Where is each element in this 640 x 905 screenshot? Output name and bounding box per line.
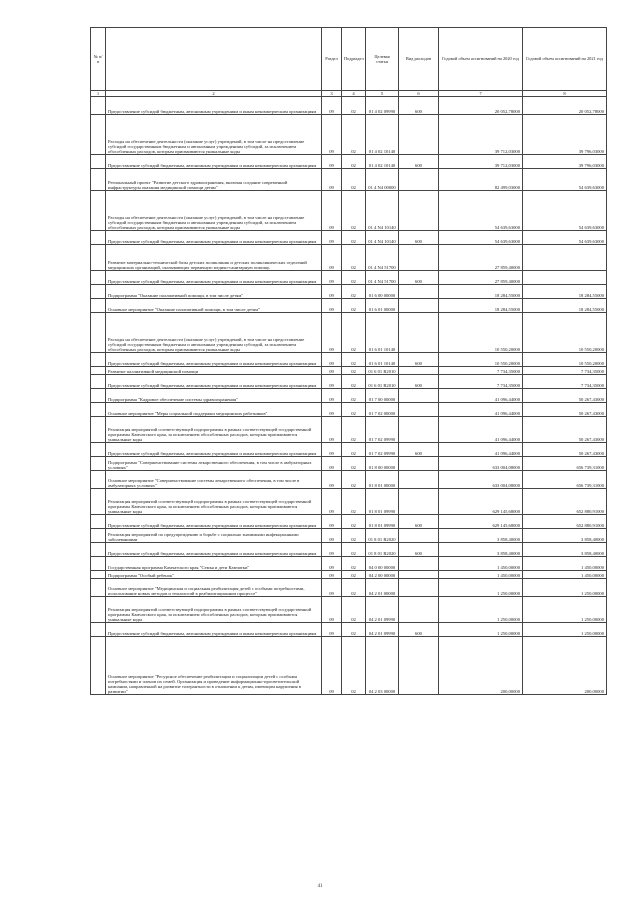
amount-2021-cell: 3 858,40000 xyxy=(523,529,607,543)
amount-2020-cell: 10 550,20000 xyxy=(439,353,523,367)
amount-2020-cell: 1 250,00000 xyxy=(439,597,523,623)
expense-name-cell: Предоставление субсидий бюджетным, автономным учреждениям и иным некоммерческим организациям xyxy=(106,375,322,389)
target-article-cell: 01 4 02 10140 xyxy=(366,155,399,169)
amount-2021-cell: 652 880,91000 xyxy=(523,515,607,529)
row-number-cell xyxy=(91,543,106,557)
table-row xyxy=(91,443,607,457)
razdel-cell: 09 xyxy=(322,375,342,389)
table-row xyxy=(91,313,607,353)
expense-type-cell xyxy=(399,169,439,191)
column-number: 6 xyxy=(399,91,439,97)
expense-name-cell: Предоставление субсидий бюджетным, автономным учреждениям и иным некоммерческим организациям xyxy=(106,353,322,367)
target-article-cell: 01 4 N4 00000 xyxy=(366,169,399,191)
razdel-cell: 09 xyxy=(322,579,342,597)
header-amount-2021: Годовой объем ассигнований на 2021 год xyxy=(523,28,607,91)
target-article-cell: 01 6 00 00000 xyxy=(366,285,399,299)
amount-2020-cell: 82 499,03000 xyxy=(439,169,523,191)
expense-type-cell xyxy=(399,245,439,271)
expense-type-cell xyxy=(399,489,439,515)
row-number-cell xyxy=(91,457,106,471)
expense-name-cell: Предоставление субсидий бюджетным, автономным учреждениям и иным некоммерческим организациям xyxy=(106,231,322,245)
table-row xyxy=(91,471,607,489)
table-row xyxy=(91,353,607,367)
podrazdel-cell: 02 xyxy=(342,457,366,471)
podrazdel-cell: 02 xyxy=(342,417,366,443)
expense-name-cell: Основное мероприятие "Оказание паллиативной помощи, в том числе детям" xyxy=(106,299,322,313)
expense-type-cell xyxy=(399,529,439,543)
row-number-cell xyxy=(91,245,106,271)
podrazdel-cell: 02 xyxy=(342,231,366,245)
amount-2021-cell: 3 858,40000 xyxy=(523,543,607,557)
amount-2020-cell: 3 858,40000 xyxy=(439,543,523,557)
column-number: 7 xyxy=(439,91,523,97)
expense-type-cell xyxy=(399,313,439,353)
budget-table-sheet xyxy=(90,27,606,695)
amount-2021-cell: 54 639,63000 xyxy=(523,169,607,191)
amount-2021-cell: 656 739,31000 xyxy=(523,471,607,489)
expense-name-cell: Основное мероприятие "Меры социальной поддержки медицинских работников" xyxy=(106,403,322,417)
amount-2020-cell: 633 004,08000 xyxy=(439,457,523,471)
amount-2021-cell xyxy=(523,245,607,271)
podrazdel-cell: 02 xyxy=(342,271,366,285)
razdel-cell: 09 xyxy=(322,313,342,353)
row-number-cell xyxy=(91,597,106,623)
amount-2021-cell: 50 267,43000 xyxy=(523,417,607,443)
podrazdel-cell: 02 xyxy=(342,285,366,299)
expense-name-cell: Региональный проект "Развитие детского здравоохранения, включая создание современной инфраструктуры оказания медицинской помощи детям" xyxy=(106,169,322,191)
amount-2020-cell: 27 859,40000 xyxy=(439,271,523,285)
target-article-cell: 01 8 01 09990 xyxy=(366,515,399,529)
table-row xyxy=(91,191,607,231)
row-number-cell xyxy=(91,489,106,515)
amount-2021-cell: 1 250,00000 xyxy=(523,579,607,597)
podrazdel-cell: 02 xyxy=(342,97,366,115)
table-row xyxy=(91,271,607,285)
table-row xyxy=(91,571,607,579)
amount-2021-cell: 652 880,91000 xyxy=(523,489,607,515)
amount-2020-cell: 629 145,68000 xyxy=(439,515,523,529)
expense-name-cell: Развитие материально-технической базы детских поликлиник и детских поликлинических отделений медицинских организаций, оказывающих первичную медико-санитарную помощь xyxy=(106,245,322,271)
row-number-cell xyxy=(91,637,106,695)
amount-2021-cell: 50 267,43000 xyxy=(523,389,607,403)
expense-name-cell: Реализация мероприятий по предупреждению и борьбе с социально значимыми инфекционными заболеваниями xyxy=(106,529,322,543)
expense-type-cell xyxy=(399,571,439,579)
expense-type-cell: 600 xyxy=(399,97,439,115)
expense-name-cell: Основное мероприятие "Ресурсное обеспечение реабилитации и социализации детей с особыми потребностями и членов их семей. Организация и проведение информационно-просветительской кампании, направленной на развитие толерантности в отношении к детям, имеющим нарушения в развитии" xyxy=(106,637,322,695)
expense-type-cell: 600 xyxy=(399,231,439,245)
podrazdel-cell: 02 xyxy=(342,389,366,403)
row-number-cell xyxy=(91,285,106,299)
expense-name-cell: Расходы на обеспечение деятельности (оказание услуг) учреждений, в том числе на предоставление субсидий государственным бюджетным и автономным учреждениям субсидий, за исключением обособленных расходов, которым присваиваются уникальные коды xyxy=(106,191,322,231)
target-article-cell: 01 8 00 00000 xyxy=(366,457,399,471)
amount-2021-cell: 20 052,78000 xyxy=(523,97,607,115)
razdel-cell: 09 xyxy=(322,543,342,557)
table-row xyxy=(91,155,607,169)
expense-type-cell xyxy=(399,597,439,623)
table-row xyxy=(91,597,607,623)
header-podrazdel: Подраздел xyxy=(342,28,366,91)
page-number: 41 xyxy=(317,884,323,889)
amount-2020-cell: 1 250,00000 xyxy=(439,623,523,637)
target-article-cell: 01 4 02 10140 xyxy=(366,115,399,155)
razdel-cell: 09 xyxy=(322,557,342,571)
podrazdel-cell: 02 xyxy=(342,471,366,489)
table-row xyxy=(91,97,607,115)
amount-2020-cell: 629 145,68000 xyxy=(439,489,523,515)
amount-2021-cell: 18 284,55000 xyxy=(523,285,607,299)
amount-2020-cell: 41 096,44000 xyxy=(439,389,523,403)
table-body xyxy=(91,97,607,695)
target-article-cell: 01 7 02 09990 xyxy=(366,417,399,443)
podrazdel-cell: 02 xyxy=(342,191,366,231)
razdel-cell: 09 xyxy=(322,489,342,515)
razdel-cell: 09 xyxy=(322,637,342,695)
target-article-cell: 01 6 01 R2010 xyxy=(366,367,399,375)
razdel-cell: 09 xyxy=(322,245,342,271)
amount-2020-cell: 3 858,40000 xyxy=(439,529,523,543)
razdel-cell: 09 xyxy=(322,231,342,245)
target-article-cell: 01 7 00 00000 xyxy=(366,389,399,403)
expense-name-cell: Государственная программа Камчатского края "Семья и дети Камчатки" xyxy=(106,557,322,571)
amount-2020-cell: 1 250,00000 xyxy=(439,579,523,597)
expense-type-cell: 600 xyxy=(399,155,439,169)
target-article-cell: 01 8 01 R2020 xyxy=(366,543,399,557)
expense-name-cell: Предоставление субсидий бюджетным, автономным учреждениям и иным некоммерческим организациям xyxy=(106,271,322,285)
expense-type-cell xyxy=(399,417,439,443)
target-article-cell: 01 6 01 10140 xyxy=(366,353,399,367)
podrazdel-cell: 02 xyxy=(342,155,366,169)
table-row xyxy=(91,367,607,375)
amount-2021-cell: 39 796,03000 xyxy=(523,115,607,155)
table-header-row xyxy=(91,28,607,91)
amount-2020-cell: 41 096,44000 xyxy=(439,417,523,443)
amount-2021-cell: 656 739,31000 xyxy=(523,457,607,471)
header-razdel: Раздел xyxy=(322,28,342,91)
row-number-cell xyxy=(91,375,106,389)
amount-2020-cell: 7 734,35000 xyxy=(439,367,523,375)
podrazdel-cell: 02 xyxy=(342,245,366,271)
row-number-cell xyxy=(91,389,106,403)
row-number-cell xyxy=(91,623,106,637)
table-row xyxy=(91,115,607,155)
expense-name-cell: Предоставление субсидий бюджетным, автономным учреждениям и иным некоммерческим организациям xyxy=(106,543,322,557)
expense-type-cell xyxy=(399,557,439,571)
podrazdel-cell: 02 xyxy=(342,375,366,389)
podrazdel-cell: 02 xyxy=(342,489,366,515)
expense-name-cell: Расходы на обеспечение деятельности (оказание услуг) учреждений, в том числе на предоставление субсидий государственным бюджетным и автономным учреждениям субсидий, за исключением обособленных расходов, которым присваиваются уникальные коды xyxy=(106,313,322,353)
target-article-cell: 01 7 02 09990 xyxy=(366,443,399,457)
amount-2020-cell: 18 284,55000 xyxy=(439,285,523,299)
amount-2021-cell: 1 450,00000 xyxy=(523,557,607,571)
podrazdel-cell: 02 xyxy=(342,367,366,375)
column-number: 1 xyxy=(91,91,106,97)
amount-2020-cell: 1 450,00000 xyxy=(439,571,523,579)
podrazdel-cell: 02 xyxy=(342,543,366,557)
podrazdel-cell: 02 xyxy=(342,623,366,637)
header-num: № п/п xyxy=(91,28,106,91)
podrazdel-cell: 02 xyxy=(342,313,366,353)
amount-2021-cell: 10 550,20000 xyxy=(523,353,607,367)
expense-type-cell: 600 xyxy=(399,375,439,389)
amount-2020-cell: 18 284,55000 xyxy=(439,299,523,313)
table-row xyxy=(91,623,607,637)
podrazdel-cell: 02 xyxy=(342,529,366,543)
podrazdel-cell: 02 xyxy=(342,515,366,529)
header-name xyxy=(106,28,322,91)
target-article-cell: 04 2 01 09990 xyxy=(366,597,399,623)
expense-name-cell: Предоставление субсидий бюджетным, автономным учреждениям и иным некоммерческим организациям xyxy=(106,97,322,115)
amount-2020-cell: 39 712,03000 xyxy=(439,155,523,169)
table-row xyxy=(91,543,607,557)
podrazdel-cell: 02 xyxy=(342,353,366,367)
row-number-cell xyxy=(91,271,106,285)
expense-type-cell xyxy=(399,403,439,417)
header-target-article: Целевая статья xyxy=(366,28,399,91)
expense-name-cell: Основное мероприятие "Совершенствование системы лекарственного обеспечения, в том числе в амбулаторных условиях" xyxy=(106,471,322,489)
expense-name-cell: Расходы на обеспечение деятельности (оказание услуг) учреждений, в том числе на предоставление субсидий государственным бюджетным и автономным учреждениям субсидий, за исключением обособленных расходов, которым присваиваются уникальные коды xyxy=(106,115,322,155)
razdel-cell: 09 xyxy=(322,597,342,623)
podrazdel-cell: 02 xyxy=(342,299,366,313)
expense-name-cell: Основное мероприятие "Медицинская и социальная реабилитация детей с особыми потребностями, использование новых методов и технологий в реабилитационном процессе" xyxy=(106,579,322,597)
amount-2021-cell: 10 550,20000 xyxy=(523,313,607,353)
target-article-cell: 04 2 01 00000 xyxy=(366,579,399,597)
amount-2021-cell: 54 639,63000 xyxy=(523,191,607,231)
expense-type-cell xyxy=(399,389,439,403)
target-article-cell: 01 4 02 09990 xyxy=(366,97,399,115)
expense-type-cell: 600 xyxy=(399,271,439,285)
target-article-cell: 01 6 01 R2010 xyxy=(366,375,399,389)
expense-name-cell: Подпрограмма "Оказание паллиативной помощи, в том числе детям" xyxy=(106,285,322,299)
expense-type-cell: 600 xyxy=(399,353,439,367)
podrazdel-cell: 02 xyxy=(342,403,366,417)
razdel-cell: 09 xyxy=(322,443,342,457)
target-article-cell: 04 2 00 00000 xyxy=(366,571,399,579)
amount-2021-cell xyxy=(523,271,607,285)
target-article-cell: 01 6 01 00000 xyxy=(366,299,399,313)
table-row xyxy=(91,637,607,695)
razdel-cell: 09 xyxy=(322,471,342,489)
row-number-cell xyxy=(91,515,106,529)
column-number: 5 xyxy=(366,91,399,97)
amount-2020-cell: 54 639,63000 xyxy=(439,231,523,245)
target-article-cell: 04 0 00 00000 xyxy=(366,557,399,571)
podrazdel-cell: 02 xyxy=(342,579,366,597)
razdel-cell: 09 xyxy=(322,97,342,115)
amount-2020-cell: 10 550,20000 xyxy=(439,313,523,353)
row-number-cell xyxy=(91,231,106,245)
razdel-cell: 09 xyxy=(322,169,342,191)
expense-type-cell xyxy=(399,637,439,695)
expense-type-cell xyxy=(399,457,439,471)
amount-2021-cell: 50 267,43000 xyxy=(523,403,607,417)
row-number-cell xyxy=(91,353,106,367)
expense-type-cell: 600 xyxy=(399,623,439,637)
amount-2020-cell: 20 052,78000 xyxy=(439,97,523,115)
expense-name-cell: Предоставление субсидий бюджетным, автономным учреждениям и иным некоммерческим организациям xyxy=(106,623,322,637)
expense-type-cell: 600 xyxy=(399,443,439,457)
target-article-cell: 01 8 01 09990 xyxy=(366,489,399,515)
amount-2021-cell: 1 250,00000 xyxy=(523,623,607,637)
table-row xyxy=(91,375,607,389)
target-article-cell: 01 6 01 10140 xyxy=(366,313,399,353)
expense-type-cell xyxy=(399,285,439,299)
razdel-cell: 09 xyxy=(322,403,342,417)
table-row xyxy=(91,457,607,471)
razdel-cell: 09 xyxy=(322,191,342,231)
budget-table xyxy=(90,27,607,695)
amount-2020-cell: 41 096,44000 xyxy=(439,443,523,457)
row-number-cell xyxy=(91,529,106,543)
table-row xyxy=(91,579,607,597)
razdel-cell: 09 xyxy=(322,623,342,637)
target-article-cell: 01 8 01 R2020 xyxy=(366,529,399,543)
expense-type-cell: 600 xyxy=(399,515,439,529)
target-article-cell: 01 7 02 00000 xyxy=(366,403,399,417)
amount-2021-cell: 1 450,00000 xyxy=(523,571,607,579)
amount-2020-cell: 41 096,44000 xyxy=(439,403,523,417)
column-number: 4 xyxy=(342,91,366,97)
target-article-cell: 01 4 N4 51700 xyxy=(366,245,399,271)
expense-type-cell xyxy=(399,115,439,155)
table-row xyxy=(91,231,607,245)
expense-type-cell: 600 xyxy=(399,543,439,557)
podrazdel-cell: 02 xyxy=(342,443,366,457)
row-number-cell xyxy=(91,417,106,443)
row-number-cell xyxy=(91,557,106,571)
razdel-cell: 09 xyxy=(322,389,342,403)
expense-type-cell xyxy=(399,367,439,375)
amount-2021-cell: 1 250,00000 xyxy=(523,597,607,623)
razdel-cell: 09 xyxy=(322,285,342,299)
table-row xyxy=(91,245,607,271)
amount-2021-cell: 200,00000 xyxy=(523,637,607,695)
header-amount-2020: Годовой объем ассигнований на 2020 год xyxy=(439,28,523,91)
target-article-cell: 04 2 03 00000 xyxy=(366,637,399,695)
podrazdel-cell: 02 xyxy=(342,557,366,571)
podrazdel-cell: 02 xyxy=(342,115,366,155)
razdel-cell: 09 xyxy=(322,457,342,471)
expense-type-cell xyxy=(399,191,439,231)
header-expense-type: Вид расходов xyxy=(399,28,439,91)
table-row xyxy=(91,515,607,529)
row-number-cell xyxy=(91,571,106,579)
amount-2021-cell: 7 734,35000 xyxy=(523,375,607,389)
razdel-cell: 09 xyxy=(322,515,342,529)
podrazdel-cell: 02 xyxy=(342,169,366,191)
amount-2021-cell: 7 734,35000 xyxy=(523,367,607,375)
expense-type-cell xyxy=(399,579,439,597)
table-row xyxy=(91,557,607,571)
amount-2020-cell: 200,00000 xyxy=(439,637,523,695)
table-row xyxy=(91,417,607,443)
razdel-cell: 09 xyxy=(322,271,342,285)
row-number-cell xyxy=(91,313,106,353)
expense-name-cell: Развитие паллиативной медицинской помощи xyxy=(106,367,322,375)
expense-name-cell: Реализация мероприятий соответствующей подпрограммы в рамках соответствующей государственной программы Камчатского края, за исключением обособленных расходов, которым присваиваются уникальные коды xyxy=(106,417,322,443)
table-row xyxy=(91,299,607,313)
row-number-cell xyxy=(91,471,106,489)
row-number-cell xyxy=(91,191,106,231)
expense-name-cell: Реализация мероприятий соответствующей подпрограммы в рамках соответствующей государственной программы Камчатского края, за исключением обособленных расходов, которым присваиваются уникальные коды xyxy=(106,489,322,515)
expense-name-cell: Предоставление субсидий бюджетным, автономным учреждениям и иным некоммерческим организациям xyxy=(106,155,322,169)
row-number-cell xyxy=(91,367,106,375)
row-number-cell xyxy=(91,403,106,417)
amount-2020-cell: 633 004,08000 xyxy=(439,471,523,489)
podrazdel-cell: 02 xyxy=(342,637,366,695)
amount-2020-cell: 54 639,63000 xyxy=(439,191,523,231)
target-article-cell: 01 4 N4 10140 xyxy=(366,191,399,231)
column-number: 2 xyxy=(106,91,322,97)
razdel-cell: 09 xyxy=(322,367,342,375)
razdel-cell: 09 xyxy=(322,155,342,169)
expense-type-cell xyxy=(399,299,439,313)
amount-2021-cell: 50 267,43000 xyxy=(523,443,607,457)
expense-name-cell: Подпрограмма "Особый ребенок" xyxy=(106,571,322,579)
column-number: 3 xyxy=(322,91,342,97)
row-number-cell xyxy=(91,115,106,155)
razdel-cell: 09 xyxy=(322,115,342,155)
expense-name-cell: Предоставление субсидий бюджетным, автономным учреждениям и иным некоммерческим организациям xyxy=(106,515,322,529)
target-article-cell: 01 8 01 00000 xyxy=(366,471,399,489)
row-number-cell xyxy=(91,299,106,313)
table-row xyxy=(91,169,607,191)
amount-2020-cell: 1 450,00000 xyxy=(439,557,523,571)
table-row xyxy=(91,285,607,299)
row-number-cell xyxy=(91,579,106,597)
razdel-cell: 09 xyxy=(322,299,342,313)
row-number-cell xyxy=(91,97,106,115)
row-number-cell xyxy=(91,443,106,457)
podrazdel-cell: 02 xyxy=(342,597,366,623)
amount-2020-cell: 7 734,35000 xyxy=(439,375,523,389)
razdel-cell: 09 xyxy=(322,353,342,367)
expense-name-cell: Подпрограмма "Совершенствование системы лекарственного обеспечения, в том числе в амбулаторных условиях" xyxy=(106,457,322,471)
amount-2020-cell: 27 859,40000 xyxy=(439,245,523,271)
expense-name-cell: Реализация мероприятий соответствующей подпрограммы в рамках соответствующей государственной программы Камчатского края, за исключением обособленных расходов, которым присваиваются уникальные коды xyxy=(106,597,322,623)
target-article-cell: 01 4 N4 10140 xyxy=(366,231,399,245)
amount-2020-cell: 39 712,03000 xyxy=(439,115,523,155)
razdel-cell: 09 xyxy=(322,571,342,579)
amount-2021-cell: 18 284,55000 xyxy=(523,299,607,313)
column-number: 8 xyxy=(523,91,607,97)
table-row xyxy=(91,389,607,403)
expense-name-cell: Подпрограмма "Кадровое обеспечение системы здравоохранения" xyxy=(106,389,322,403)
target-article-cell: 01 4 N4 51700 xyxy=(366,271,399,285)
razdel-cell: 09 xyxy=(322,529,342,543)
row-number-cell xyxy=(91,169,106,191)
expense-type-cell xyxy=(399,471,439,489)
expense-name-cell: Предоставление субсидий бюджетным, автономным учреждениям и иным некоммерческим организациям xyxy=(106,443,322,457)
target-article-cell: 04 2 01 09990 xyxy=(366,623,399,637)
podrazdel-cell: 02 xyxy=(342,571,366,579)
table-row xyxy=(91,403,607,417)
row-number-cell xyxy=(91,155,106,169)
table-row xyxy=(91,529,607,543)
amount-2021-cell: 39 796,03000 xyxy=(523,155,607,169)
table-row xyxy=(91,489,607,515)
amount-2021-cell: 54 639,63000 xyxy=(523,231,607,245)
razdel-cell: 09 xyxy=(322,417,342,443)
